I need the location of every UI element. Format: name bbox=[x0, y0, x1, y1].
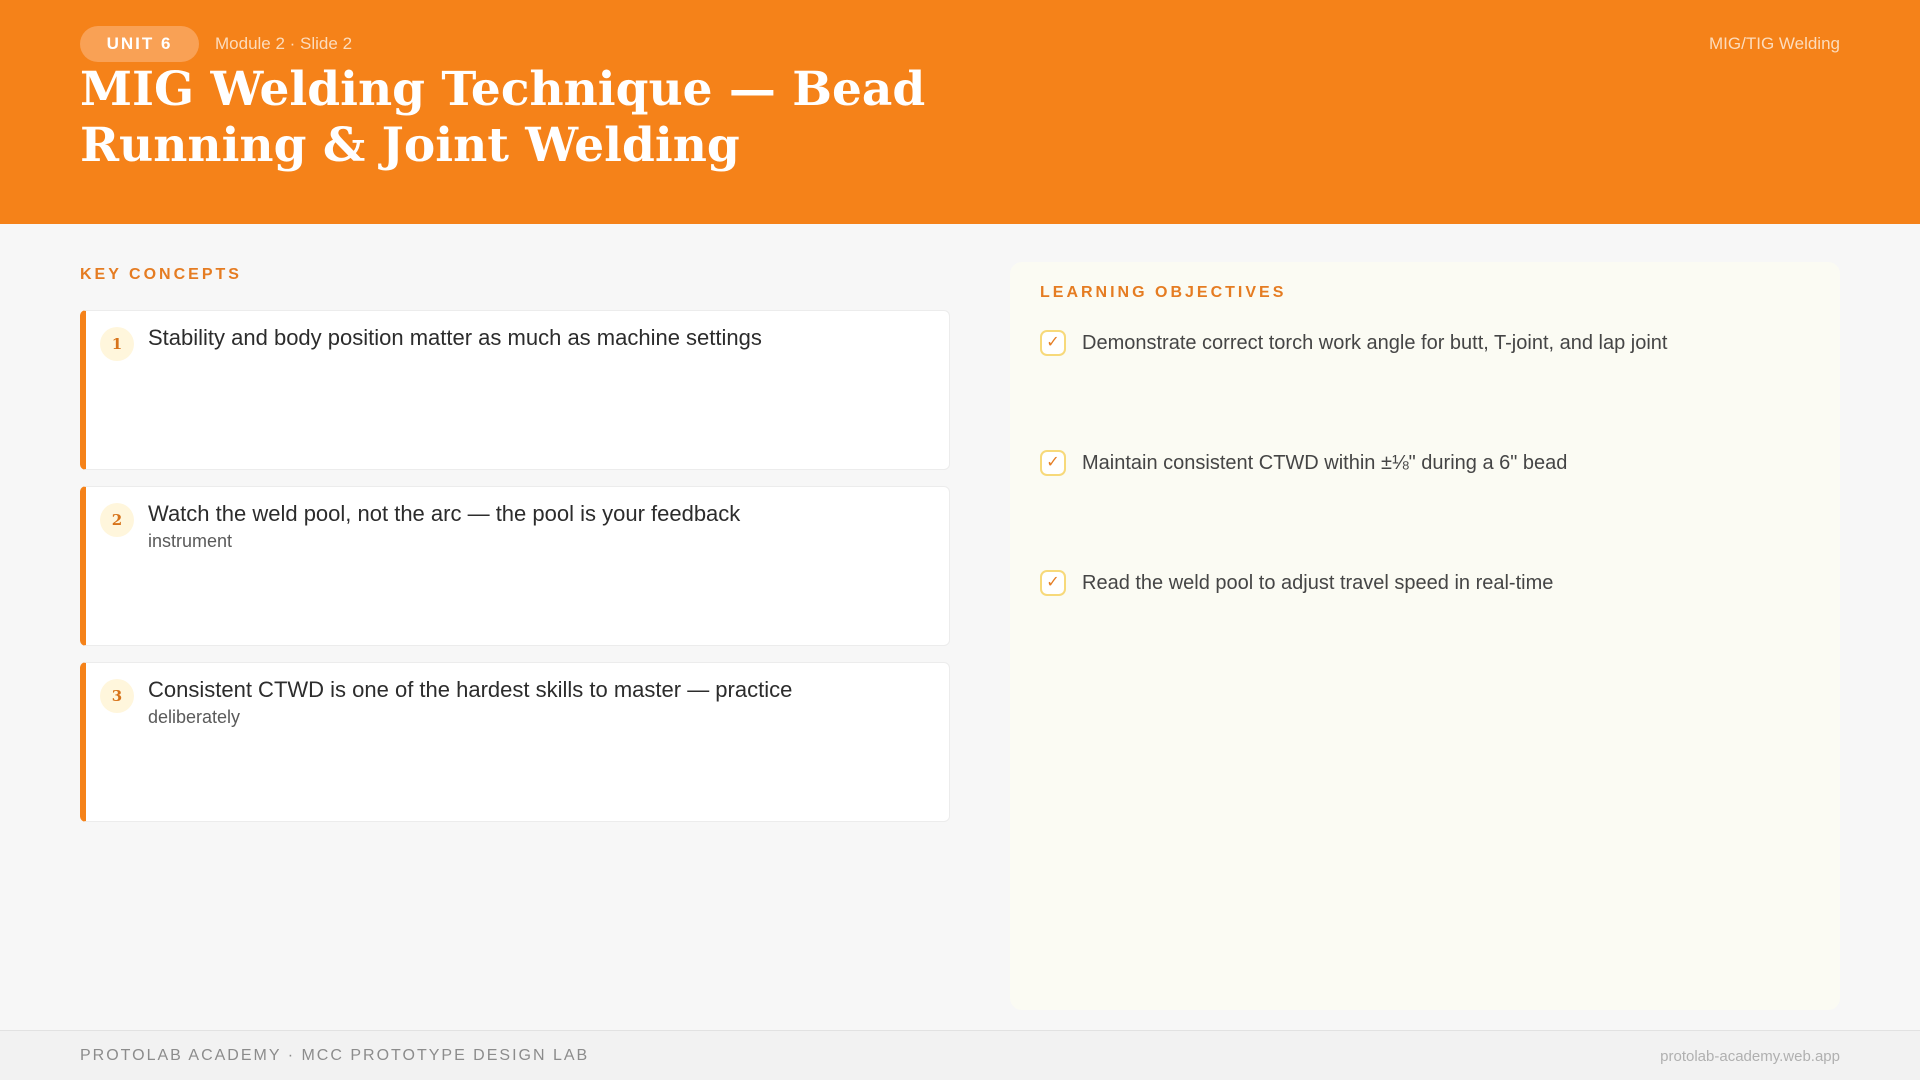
objective-text: Demonstrate correct torch work angle for butt, T-joint, and lap joint bbox=[1082, 332, 1668, 354]
concept-continuation: instrument bbox=[148, 531, 233, 551]
key-concepts-heading: KEY CONCEPTS bbox=[80, 266, 242, 283]
concept-text: Watch the weld pool, not the arc — the pool is your feedback bbox=[148, 501, 741, 526]
footer-org-name: PROTOLAB ACADEMY · MCC PROTOTYPE DESIGN LAB bbox=[80, 1047, 590, 1064]
concept-text: Stability and body position matter as much as machine settings bbox=[148, 325, 762, 350]
checkmark-icon: ✓ bbox=[1040, 330, 1066, 356]
checkmark-icon: ✓ bbox=[1040, 570, 1066, 596]
concept-continuation: deliberately bbox=[148, 707, 241, 727]
concept-card bbox=[80, 662, 950, 822]
concept-number: 3 bbox=[100, 679, 134, 713]
concept-text-block bbox=[148, 676, 938, 730]
topic-label: MIG/TIG Welding bbox=[1709, 34, 1840, 53]
header-banner bbox=[0, 0, 1920, 224]
slide-title: MIG Welding Technique — Bead Running & Joint Welding bbox=[80, 62, 926, 173]
breadcrumb: Module 2 · Slide 2 bbox=[215, 34, 353, 53]
unit-badge: UNIT 6 bbox=[80, 26, 199, 62]
objective-text: Maintain consistent CTWD within ±⅛" during a 6" bead bbox=[1082, 452, 1568, 474]
checkmark-icon: ✓ bbox=[1040, 450, 1066, 476]
objective-text: Read the weld pool to adjust travel speed in real-time bbox=[1082, 572, 1554, 594]
concept-number: 1 bbox=[100, 327, 134, 361]
concept-text: Consistent CTWD is one of the hardest skills to master — practice bbox=[148, 677, 793, 702]
footer-url: protolab-academy.web.app bbox=[1660, 1048, 1840, 1065]
concept-card bbox=[80, 310, 950, 470]
concept-text-block bbox=[148, 500, 938, 554]
learning-objectives-heading: LEARNING OBJECTIVES bbox=[1040, 284, 1287, 301]
learning-objectives-panel bbox=[1010, 262, 1840, 1010]
concept-card bbox=[80, 486, 950, 646]
footer bbox=[0, 1030, 1920, 1080]
concept-number: 2 bbox=[100, 503, 134, 537]
concept-text-block bbox=[148, 324, 938, 352]
